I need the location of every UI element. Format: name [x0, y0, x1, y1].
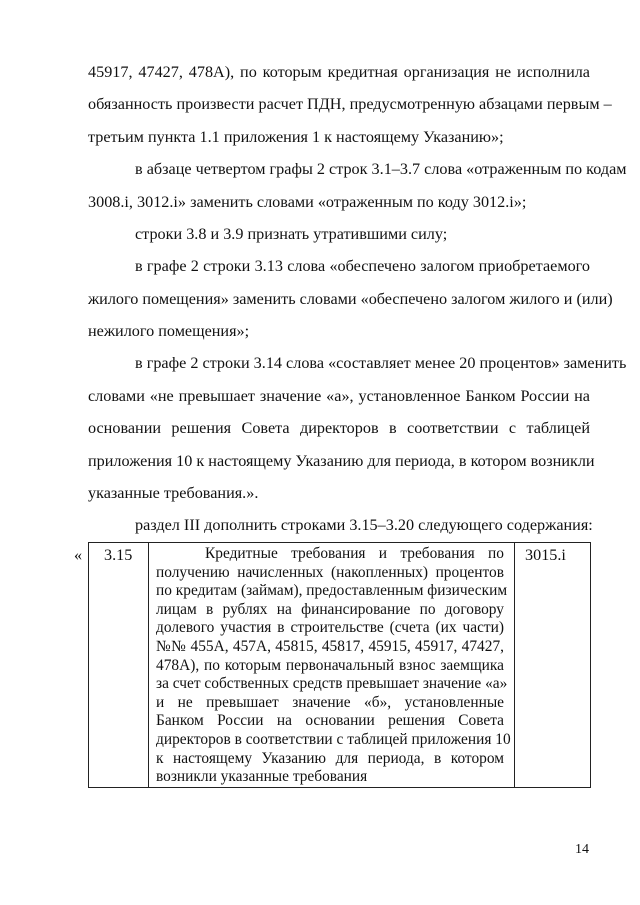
row-code-cell: 3015.i: [525, 546, 566, 564]
description-line: за счет собственных средств превышает значение «а»: [156, 675, 508, 693]
text-line: основании решения Совета директоров в соответствии с таблицей: [88, 419, 590, 437]
text-line: указанные требования.».: [88, 484, 259, 502]
description-line: и не превышает значение «б», установленные: [156, 693, 504, 711]
description-line: Кредитные требования и требования по: [205, 545, 504, 562]
text-line: 45917, 47427, 478А), по которым кредитная организация не исполнила: [88, 63, 590, 81]
text-line: обязанность произвести расчет ПДН, предусмотренную абзацами первым –: [88, 95, 612, 113]
text-line: 3008.i, 3012.i» заменить словами «отраженным по коду 3012.i»;: [88, 193, 527, 211]
text-line: нежилого помещения»;: [88, 322, 250, 340]
text-line: в графе 2 строки 3.14 слова «составляет менее 20 процентов» заменить: [135, 354, 627, 372]
table-col-divider: [148, 542, 149, 788]
table-col-divider: [514, 542, 515, 788]
text-line: строки 3.8 и 3.9 признать утратившими силу;: [135, 225, 448, 243]
text-line: жилого помещения» заменить словами «обеспечено залогом жилого и (или): [88, 290, 613, 308]
description-line: Банком России на основании решения Совета: [156, 712, 504, 730]
table-bottom-border: [88, 787, 591, 788]
description-line: возникли указанные требования: [156, 768, 368, 786]
description-line: лицам в рублях на финансирование по договору: [156, 600, 504, 618]
description-line: долевого участия в строительстве (счета (их части): [156, 619, 504, 637]
text-line: раздел III дополнить строками 3.15–3.20 следующего содержания:: [135, 516, 593, 534]
page-number: 14: [575, 842, 589, 857]
description-line: по кредитам (займам), предоставленным физическим: [156, 582, 508, 600]
row-number-cell: 3.15: [104, 546, 133, 564]
table-left-border: [88, 542, 89, 788]
text-line: третьим пункта 1.1 приложения 1 к настоящему Указанию»;: [88, 128, 504, 146]
table-right-border: [590, 542, 591, 788]
text-line: в абзаце четвертом графы 2 строк 3.1–3.7 слова «отраженным по кодам: [135, 160, 627, 178]
description-line: к настоящему Указанию для периода, в котором: [156, 749, 504, 767]
text-line: в графе 2 строки 3.13 слова «обеспечено залогом приобретаемого: [135, 257, 590, 275]
description-line: 478А), по которым первоначальный взнос заемщика: [156, 656, 504, 674]
description-line: №№ 455А, 457А, 45815, 45817, 45915, 45917, 47427,: [156, 638, 504, 655]
text-line: приложения 10 к настоящему Указанию для периода, в котором возникли: [88, 452, 595, 470]
opening-quote-mark: «: [74, 546, 83, 564]
description-line: получению начисленных (накопленных) процентов: [156, 563, 504, 581]
text-line: словами «не превышает значение «а», установленное Банком России на: [88, 387, 590, 405]
table-top-border: [88, 542, 591, 543]
description-line: директоров в соответствии с таблицей приложения 10: [156, 731, 511, 748]
